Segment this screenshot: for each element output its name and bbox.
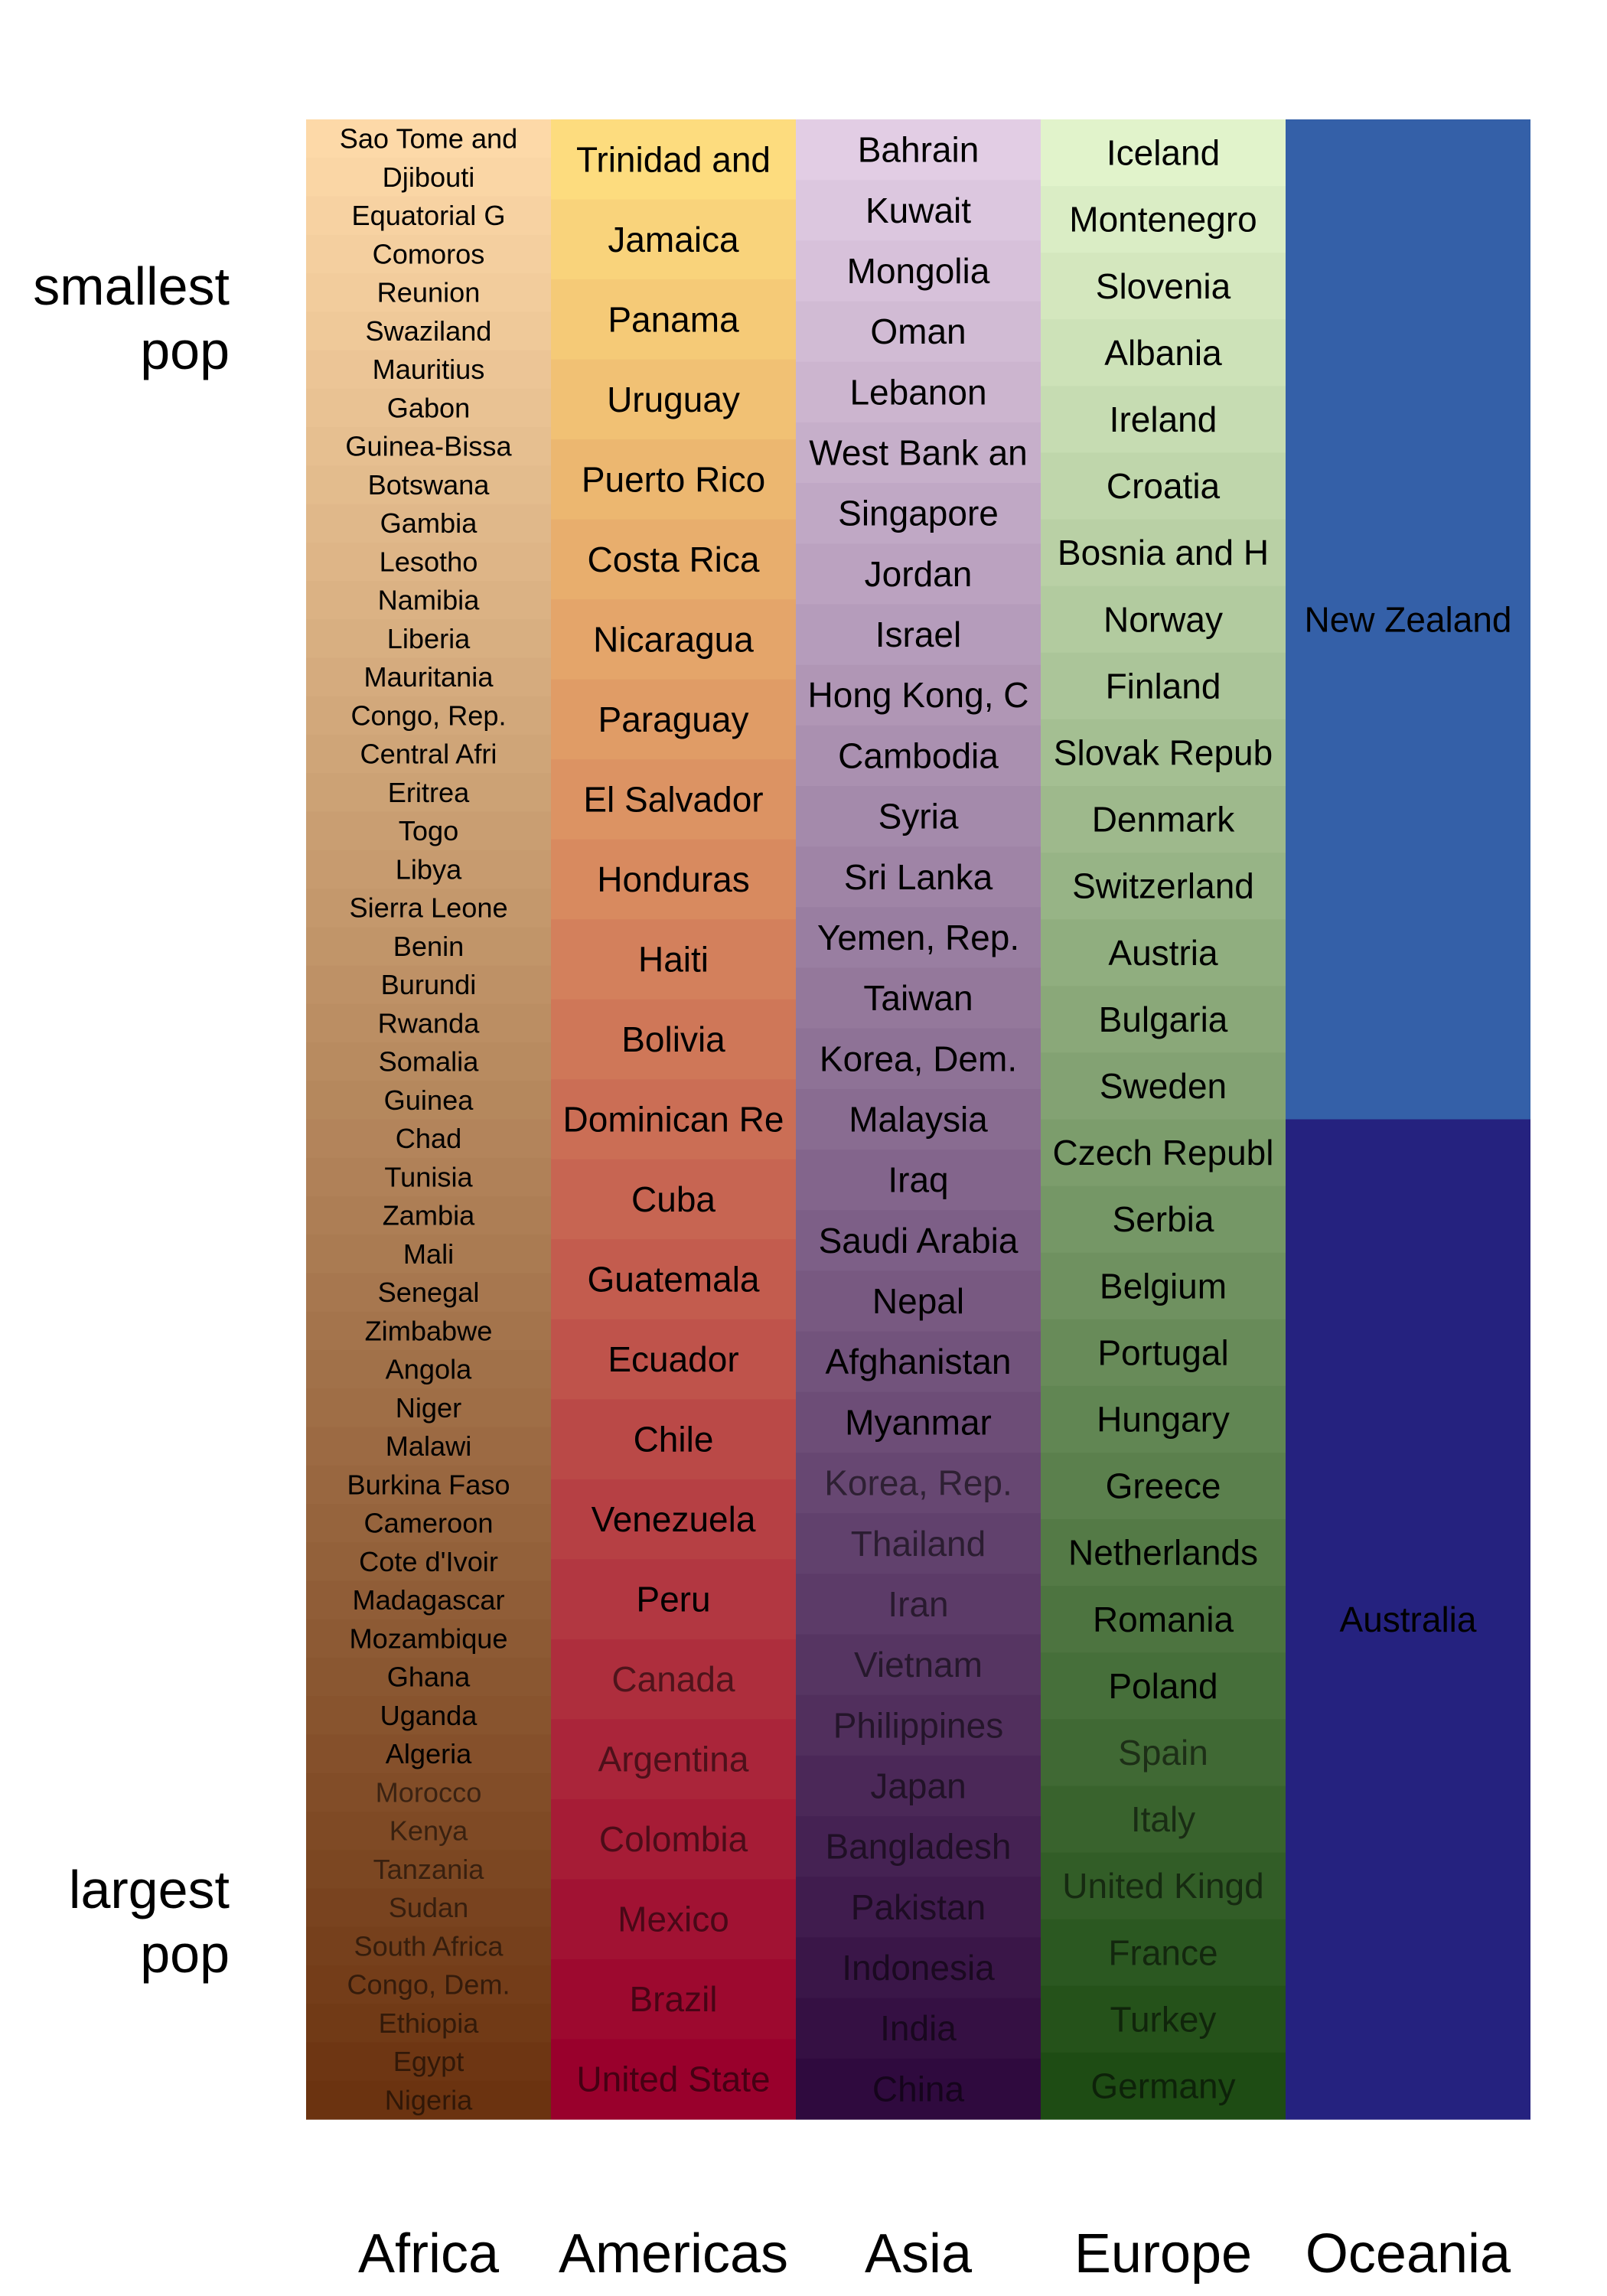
cell-label-americas-venezuela: Venezuela <box>591 1499 756 1540</box>
cell-label-africa-reunion: Reunion <box>376 276 481 308</box>
cell-label-asia-iran: Iran <box>888 1583 949 1624</box>
cell-label-americas-united-state: United State <box>576 2059 771 2099</box>
cell-label-europe-austria: Austria <box>1108 932 1218 973</box>
cell-label-americas-el-salvador: El Salvador <box>583 779 764 820</box>
cell-label-asia-indonesia: Indonesia <box>842 1948 995 1988</box>
cell-label-americas-paraguay: Paraguay <box>598 699 749 739</box>
cell-label-africa-niger: Niger <box>395 1391 462 1424</box>
cell-label-europe-serbia: Serbia <box>1112 1199 1214 1240</box>
cell-label-africa-zambia: Zambia <box>382 1199 475 1231</box>
category-label-asia: Asia <box>864 2223 973 2285</box>
cell-label-asia-syria: Syria <box>878 796 959 837</box>
cell-label-asia-myanmar: Myanmar <box>845 1402 992 1443</box>
cell-label-africa-cameroon: Cameroon <box>363 1507 494 1539</box>
cell-label-europe-iceland: Iceland <box>1106 132 1221 173</box>
cell-label-africa-burundi: Burundi <box>380 969 477 1001</box>
cell-label-africa-mauritius: Mauritius <box>372 354 485 386</box>
largest-label-line-2: pop <box>140 1924 230 1984</box>
cell-label-europe-turkey: Turkey <box>1110 1999 1217 2040</box>
cell-label-africa-comoros: Comoros <box>372 238 485 270</box>
cell-label-americas-panama: Panama <box>608 299 739 340</box>
cell-label-africa-morocco: Morocco <box>375 1776 482 1808</box>
cell-label-europe-switzerland: Switzerland <box>1072 866 1254 906</box>
cell-label-africa-chad: Chad <box>395 1123 462 1155</box>
cell-label-africa-equatorial-g: Equatorial G <box>351 200 506 232</box>
cell-label-africa-tunisia: Tunisia <box>384 1161 473 1193</box>
cell-label-africa-guinea: Guinea <box>383 1084 474 1116</box>
cell-label-europe-croatia: Croatia <box>1106 466 1221 507</box>
cell-label-asia-bahrain: Bahrain <box>857 129 980 170</box>
cell-label-asia-korea-rep: Korea, Rep. <box>824 1463 1012 1503</box>
cell-label-africa-guinea-bissa: Guinea-Bissa <box>345 430 512 462</box>
cell-label-europe-hungary: Hungary <box>1097 1399 1230 1440</box>
cell-label-africa-togo: Togo <box>398 815 459 847</box>
cell-label-europe-united-kingd: United Kingd <box>1062 1866 1264 1906</box>
cell-label-asia-vietnam: Vietnam <box>854 1645 983 1685</box>
cell-label-europe-france: France <box>1108 1932 1218 1973</box>
cell-label-africa-cote-d-ivoir: Cote d'Ivoir <box>359 1545 498 1577</box>
cell-label-africa-south-africa: South Africa <box>354 1930 504 1962</box>
cell-label-americas-cuba: Cuba <box>631 1179 715 1220</box>
cell-label-oceania-new-zealand: New Zealand <box>1304 599 1512 640</box>
cell-label-asia-philippines: Philippines <box>833 1705 1004 1746</box>
cell-label-africa-sudan: Sudan <box>388 1892 469 1924</box>
cell-label-africa-eritrea: Eritrea <box>387 776 470 808</box>
cell-label-africa-kenya: Kenya <box>389 1815 468 1847</box>
cell-label-africa-algeria: Algeria <box>385 1738 472 1770</box>
cell-label-africa-congo-rep: Congo, Rep. <box>350 700 507 732</box>
cell-label-asia-israel: Israel <box>875 615 962 655</box>
cell-label-africa-burkina-faso: Burkina Faso <box>347 1469 510 1501</box>
cell-label-americas-mexico: Mexico <box>618 1899 729 1939</box>
cell-label-africa-uganda: Uganda <box>380 1699 478 1731</box>
cell-label-americas-dominican-re: Dominican Re <box>562 1099 784 1140</box>
cell-label-europe-bosnia-and-h: Bosnia and H <box>1057 533 1270 573</box>
cell-label-africa-tanzania: Tanzania <box>373 1853 484 1885</box>
cell-label-europe-germany: Germany <box>1090 2066 1236 2106</box>
cell-label-asia-korea-dem: Korea, Dem. <box>819 1039 1018 1079</box>
cell-label-europe-slovak-repub: Slovak Repub <box>1053 732 1273 773</box>
cell-label-africa-libya: Libya <box>395 853 462 885</box>
cell-label-americas-jamaica: Jamaica <box>608 219 739 259</box>
cell-label-europe-czech-republ: Czech Republ <box>1052 1133 1274 1173</box>
cell-label-asia-singapore: Singapore <box>838 493 999 533</box>
cell-label-europe-greece: Greece <box>1105 1466 1221 1506</box>
cell-label-europe-ireland: Ireland <box>1109 399 1217 439</box>
cell-label-europe-belgium: Belgium <box>1099 1266 1227 1306</box>
cell-label-asia-china: China <box>872 2069 965 2109</box>
cell-label-americas-trinidad-and: Trinidad and <box>575 139 771 180</box>
cell-label-europe-denmark: Denmark <box>1091 799 1235 840</box>
cell-label-europe-bulgaria: Bulgaria <box>1098 999 1228 1039</box>
cell-label-americas-guatemala: Guatemala <box>587 1259 760 1300</box>
largest-pop-label <box>69 1857 230 1986</box>
cell-label-africa-angola: Angola <box>385 1353 472 1385</box>
cell-label-asia-japan: Japan <box>870 1766 966 1806</box>
smallest-label-line-2: pop <box>140 321 230 380</box>
cell-label-asia-bangladesh: Bangladesh <box>825 1826 1012 1867</box>
cell-label-americas-peru: Peru <box>636 1579 711 1619</box>
cell-label-asia-taiwan: Taiwan <box>863 978 973 1019</box>
cell-label-africa-botswana: Botswana <box>367 468 490 501</box>
cell-label-asia-sri-lanka: Sri Lanka <box>843 856 993 897</box>
cell-label-americas-costa-rica: Costa Rica <box>587 539 760 579</box>
cell-label-africa-gambia: Gambia <box>380 507 478 540</box>
cell-label-africa-central-afri: Central Afri <box>360 738 497 770</box>
cell-label-europe-spain: Spain <box>1118 1732 1208 1773</box>
cell-label-africa-ghana: Ghana <box>386 1661 471 1693</box>
cell-label-africa-senegal: Senegal <box>377 1277 480 1309</box>
cell-label-oceania-australia: Australia <box>1339 1599 1477 1639</box>
cell-label-americas-puerto-rico: Puerto Rico <box>581 459 766 500</box>
cell-label-africa-benin: Benin <box>393 930 464 962</box>
cell-label-africa-egypt: Egypt <box>393 2046 464 2078</box>
cell-label-africa-ethiopia: Ethiopia <box>378 2007 479 2039</box>
cell-label-asia-mongolia: Mongolia <box>846 250 990 291</box>
cell-label-americas-nicaragua: Nicaragua <box>593 619 754 660</box>
cell-label-asia-nepal: Nepal <box>872 1281 965 1322</box>
cell-label-americas-uruguay: Uruguay <box>607 379 740 419</box>
largest-label-line-1: largest <box>68 1860 230 1919</box>
cell-label-americas-haiti: Haiti <box>637 939 709 980</box>
cell-label-asia-iraq: Iraq <box>888 1159 949 1200</box>
cell-label-americas-canada: Canada <box>611 1659 735 1700</box>
cell-label-africa-nigeria: Nigeria <box>384 2084 473 2116</box>
cell-label-asia-saudi-arabia: Saudi Arabia <box>818 1220 1019 1261</box>
cell-label-americas-colombia: Colombia <box>598 1819 748 1860</box>
cell-label-europe-norway: Norway <box>1103 599 1223 640</box>
cell-label-europe-sweden: Sweden <box>1099 1065 1227 1106</box>
cell-label-asia-malaysia: Malaysia <box>849 1099 988 1140</box>
cell-label-africa-malawi: Malawi <box>385 1430 472 1463</box>
cell-label-africa-sierra-leone: Sierra Leone <box>349 892 508 924</box>
cell-label-africa-rwanda: Rwanda <box>377 1007 480 1039</box>
cell-label-europe-finland: Finland <box>1105 666 1221 706</box>
category-label-africa: Africa <box>357 2223 500 2285</box>
cell-label-asia-yemen-rep: Yemen, Rep. <box>817 917 1020 957</box>
cell-label-europe-italy: Italy <box>1130 1799 1196 1840</box>
cell-label-africa-mozambique: Mozambique <box>349 1623 508 1655</box>
cell-label-asia-west-bank-an: West Bank an <box>809 432 1028 473</box>
cell-label-americas-honduras: Honduras <box>597 859 750 899</box>
cell-label-africa-congo-dem: Congo, Dem. <box>347 1968 510 2001</box>
cell-label-africa-gabon: Gabon <box>386 392 471 424</box>
cell-label-americas-chile: Chile <box>633 1419 714 1459</box>
cell-label-africa-mali: Mali <box>403 1238 455 1270</box>
cell-label-asia-pakistan: Pakistan <box>850 1887 986 1927</box>
cell-label-africa-zimbabwe: Zimbabwe <box>364 1315 493 1347</box>
cell-label-asia-afghanistan: Afghanistan <box>825 1342 1012 1382</box>
cell-label-europe-netherlands: Netherlands <box>1068 1532 1259 1573</box>
cell-label-americas-ecuador: Ecuador <box>608 1339 739 1380</box>
cell-label-europe-romania: Romania <box>1092 1599 1234 1639</box>
cell-label-americas-bolivia: Bolivia <box>621 1019 725 1059</box>
cell-label-africa-somalia: Somalia <box>378 1045 479 1078</box>
smallest-label-line-1: smallest <box>33 256 230 316</box>
cell-label-asia-thailand: Thailand <box>850 1523 986 1564</box>
cell-label-americas-brazil: Brazil <box>629 1979 718 2020</box>
cell-label-africa-madagascar: Madagascar <box>352 1584 505 1616</box>
cell-label-europe-slovenia: Slovenia <box>1095 266 1231 306</box>
category-label-americas: Americas <box>558 2223 789 2285</box>
cell-label-europe-portugal: Portugal <box>1097 1332 1229 1373</box>
cell-label-asia-lebanon: Lebanon <box>849 372 987 413</box>
cell-label-africa-djibouti: Djibouti <box>382 161 475 193</box>
cell-label-africa-mauritania: Mauritania <box>363 661 494 693</box>
cell-label-asia-jordan: Jordan <box>864 553 973 594</box>
cell-label-europe-albania: Albania <box>1104 332 1222 373</box>
cell-label-asia-kuwait: Kuwait <box>865 190 972 230</box>
cell-label-africa-swaziland: Swaziland <box>365 315 492 347</box>
cell-label-asia-oman: Oman <box>870 311 966 352</box>
cell-label-africa-sao-tome-and: Sao Tome and <box>339 122 518 155</box>
cell-label-asia-hong-kong-c: Hong Kong, C <box>807 675 1029 716</box>
cell-label-africa-namibia: Namibia <box>377 584 480 616</box>
cell-label-europe-montenegro: Montenegro <box>1069 199 1257 240</box>
category-label-oceania: Oceania <box>1305 2223 1511 2285</box>
category-label-europe: Europe <box>1074 2223 1253 2285</box>
cell-label-asia-cambodia: Cambodia <box>838 735 999 776</box>
cell-label-asia-india: India <box>880 2008 957 2049</box>
cell-label-africa-liberia: Liberia <box>386 622 471 654</box>
cell-label-americas-argentina: Argentina <box>598 1739 749 1779</box>
smallest-pop-label <box>33 254 230 383</box>
cell-label-europe-poland: Poland <box>1108 1665 1218 1706</box>
cell-label-africa-lesotho: Lesotho <box>379 546 478 578</box>
